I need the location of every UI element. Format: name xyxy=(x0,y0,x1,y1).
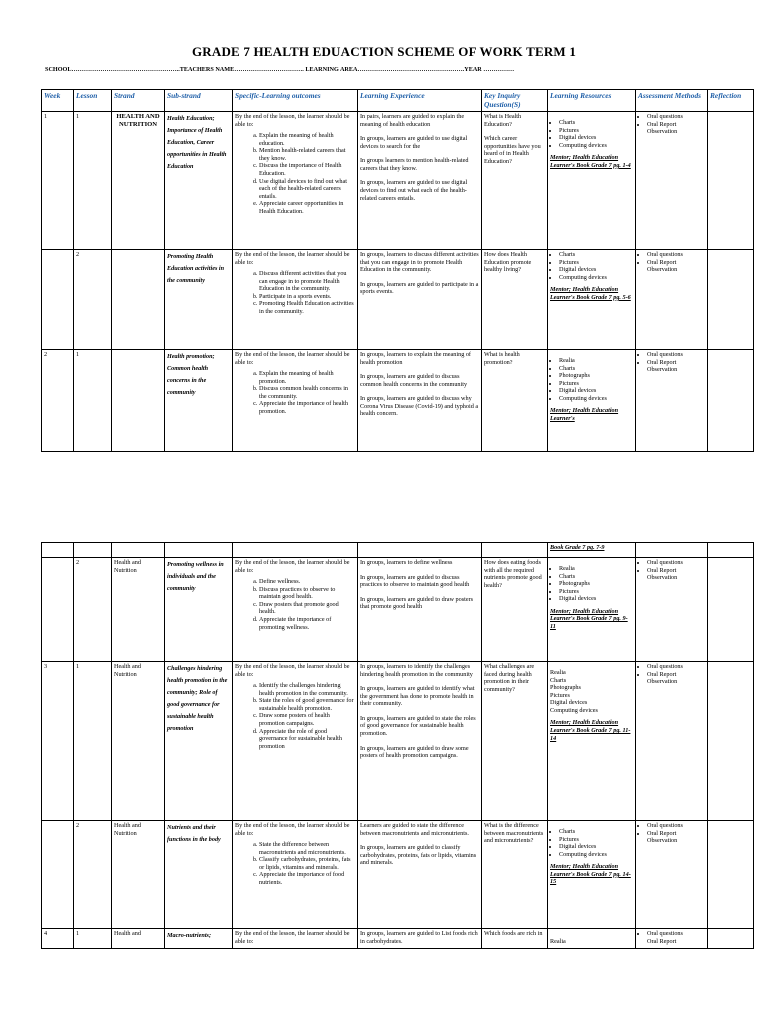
experience-item: In groups, learners are guided to classify carbohydrates, proteins, fats or lipids, vitamins and minerals. xyxy=(360,844,477,867)
outcome-item: b. Participate in a sports events. xyxy=(259,293,355,301)
experience-cell xyxy=(358,558,482,662)
strand-cell: HEALTH AND NUTRITION xyxy=(112,112,165,250)
outcome-intro: By the end of the lesson, the learner should be able to: xyxy=(235,663,350,678)
outcome-item: b. Mention health-related careers that they know. xyxy=(259,147,355,162)
col-inquiry: Key Inquiry Question(S) xyxy=(482,90,548,112)
inquiry-item: What is health promotion? xyxy=(484,351,520,366)
resources-cell xyxy=(548,350,636,452)
mentor-reference: Book Grade 7 pg. 7-9 xyxy=(550,544,605,551)
outcome-item: a. Explain the meaning of health promotion. xyxy=(259,370,355,385)
week-cell xyxy=(42,250,74,350)
resource-item: • Realia xyxy=(559,565,633,573)
outcomes-cell xyxy=(233,112,358,250)
experience-item: In groups, learners are guided to use digital devices to search for the xyxy=(360,135,468,150)
outcome-intro: By the end of the lesson, the learner should be able to: xyxy=(235,930,350,945)
assessment-item: • Oral Report xyxy=(647,567,705,575)
experience-item: In groups, learners are guided to discuss why Corona Virus Disease (Covid-19) and typhoid a health concern. xyxy=(360,395,479,418)
resource-item: • Pictures xyxy=(559,588,633,596)
assessment-item: Oral Report xyxy=(647,937,677,945)
lesson-cell: 1 xyxy=(74,662,112,821)
lesson-cell: 1 xyxy=(74,929,112,949)
experience-item: In groups, learners are guided to identify what the government has done to promote health in their community. xyxy=(360,685,475,708)
assessment-item: Observation xyxy=(647,574,678,582)
table-row xyxy=(42,112,754,250)
table-row xyxy=(42,558,754,662)
resource-item: • Pictures xyxy=(559,259,633,267)
assessment-cell xyxy=(636,112,708,250)
lesson-cell: 2 xyxy=(74,821,112,929)
resource-item: • Computing devices xyxy=(559,851,633,859)
resource-item: Pictures xyxy=(550,691,570,699)
experience-item: In groups, learners are guided to draw posters that promote good health xyxy=(360,595,474,611)
reflection-cell xyxy=(708,821,754,929)
strand-cell xyxy=(112,250,165,350)
resource-item: • Computing devices xyxy=(559,142,633,150)
experience-item: In groups, learners to identify the challenges hindering health promotion in the community xyxy=(360,663,473,678)
table-row xyxy=(42,350,754,452)
week-cell: 4 xyxy=(42,929,74,949)
experience-cell xyxy=(358,662,482,821)
inquiry-item: What is Health Education? xyxy=(484,113,522,128)
experience-item: In groups, learners are guided to state the roles of good governance for sustainable health promotion. xyxy=(360,714,476,737)
resource-item: • Digital devices xyxy=(559,266,633,274)
strand-cell: Health and Nutrition xyxy=(112,821,165,929)
inquiry-cell xyxy=(482,558,548,662)
inquiry-cell xyxy=(482,250,548,350)
resources-cell xyxy=(548,558,636,662)
resource-item: • Charts xyxy=(559,828,633,836)
substrand-cell: Nutrients and their functions in the body xyxy=(165,821,233,929)
col-lesson: Lesson xyxy=(74,90,112,112)
strand-cell: Health and Nutrition xyxy=(112,662,165,821)
assessment-item: • Oral Report xyxy=(647,671,705,679)
assessment-item: • Oral questions xyxy=(647,663,705,671)
resource-item: • Pictures xyxy=(559,836,633,844)
table-row xyxy=(42,821,754,929)
experience-item: In groups learners to mention health-related careers that they know. xyxy=(360,157,469,172)
inquiry-cell xyxy=(482,350,548,452)
col-resources: Learning Resources xyxy=(548,90,636,112)
mentor-reference: Mentor; Health Education Learner's xyxy=(550,407,619,422)
assessment-item: • Oral questions xyxy=(647,822,705,830)
outcome-item: b. Classify carbohydrates, proteins, fats or lipids, vitamins and minerals. xyxy=(259,856,355,871)
assessment-item: Observation xyxy=(647,678,678,686)
outcome-item: c. Draw posters that promote good health. xyxy=(259,601,355,616)
outcome-item: a. Discuss different activities that you can engage in to promote Health Education in the community. xyxy=(259,270,355,293)
resources-cell xyxy=(548,250,636,350)
lesson-cell: 2 xyxy=(74,250,112,350)
inquiry-cell xyxy=(482,662,548,821)
outcome-item: a. Explain the meaning of health education. xyxy=(259,132,355,147)
inquiry-cell xyxy=(482,929,548,949)
resource-item: • Charts xyxy=(559,251,633,259)
substrand-cell: Promoting wellness in individuals and the community xyxy=(165,558,233,662)
resource-item: • Realia xyxy=(559,357,633,365)
outcome-item: c. Discuss the importance of Health Education. xyxy=(259,162,355,177)
outcomes-cell xyxy=(233,821,358,929)
resources-cell xyxy=(548,821,636,929)
assessment-item: Observation xyxy=(647,366,678,374)
outcome-item: d. Appreciate the role of good governance for sustainable health promotion xyxy=(259,728,355,751)
outcome-item: a. Identify the challenges hindering health promotion in the community. xyxy=(259,682,355,697)
experience-item: In groups, learners are guided to use digital devices to find out what each of the health-related careers entails. xyxy=(360,179,468,202)
outcome-item: c. Promoting Health Education activities in the community. xyxy=(259,300,355,315)
col-outcomes: Specific-Learning outcomes xyxy=(233,90,358,112)
mentor-reference: Mentor; Health Education Learner's Book Grade 7 pg. 11-14 xyxy=(550,719,631,742)
table-row xyxy=(42,662,754,821)
col-week: Week xyxy=(42,90,74,112)
resource-item: • Computing devices xyxy=(559,395,633,403)
assessment-item: • Oral questions xyxy=(647,251,705,259)
outcome-item: c. Draw some posters of health promotion campaigns. xyxy=(259,712,355,727)
reflection-cell xyxy=(708,558,754,662)
resource-item: Digital devices xyxy=(550,699,588,707)
assessment-item: Observation xyxy=(647,128,678,136)
outcome-item: d. Use digital devices to find out what each of the health-related careers entails. xyxy=(259,178,355,201)
outcome-item: a. State the difference between macronutrients and micronutrients. xyxy=(259,841,355,856)
mentor-reference: Mentor; Health Education Learner's Book Grade 7 pg. 9-11 xyxy=(550,607,628,630)
resource-item: Photographs xyxy=(550,684,581,692)
col-experience: Learning Experience xyxy=(358,90,482,112)
inquiry-item: How does eating foods with all the required nutrients promote good health? xyxy=(484,559,542,589)
outcomes-cell xyxy=(233,929,358,949)
assessment-cell xyxy=(636,350,708,452)
resource-item: • Computing devices xyxy=(559,274,633,282)
lesson-cell: 1 xyxy=(74,112,112,250)
outcome-item: b. State the roles of good governance for sustainable health promotion. xyxy=(259,697,355,712)
header-row xyxy=(42,90,754,112)
inquiry-item: Which foods are rich in xyxy=(484,930,543,937)
assessment-item: • Oral Report xyxy=(647,121,705,129)
inquiry-item: What challenges are faced during health promotion in their community? xyxy=(484,663,535,693)
inquiry-item: What is the difference between macronutrients and micronutrients? xyxy=(484,822,544,845)
assessment-item: Observation xyxy=(647,837,678,845)
experience-item: In groups, learners to define wellness xyxy=(360,559,453,566)
mentor-reference: Mentor; Health Education Learner's Book Grade 7 pg. 5-6 xyxy=(550,286,631,301)
carry-over-row xyxy=(42,543,754,558)
resource-item: Computing devices xyxy=(550,706,598,714)
experience-item: In groups, learners are guided to draw some posters of health promotion campaigns. xyxy=(360,744,469,760)
week-cell: 1 xyxy=(42,112,74,250)
outcome-intro: By the end of the lesson, the learner should be able to: xyxy=(235,113,350,128)
outcome-intro: By the end of the lesson, the learner should be able to: xyxy=(235,251,350,266)
experience-item: In groups, learners to explain the meaning of health promotion xyxy=(360,351,471,366)
outcome-item: d. Appreciate the importance of promoting wellness. xyxy=(259,616,355,631)
scheme-table-1 xyxy=(41,89,754,452)
resource-item: • Pictures xyxy=(559,380,633,388)
page-title: GRADE 7 HEALTH EDUACTION SCHEME OF WORK TERM 1 xyxy=(191,44,577,59)
experience-cell xyxy=(358,821,482,929)
experience-cell xyxy=(358,112,482,250)
col-substrand: Sub-strand xyxy=(165,90,233,112)
scheme-table-2 xyxy=(41,542,754,949)
lesson-cell: 1 xyxy=(74,350,112,452)
table-row xyxy=(42,250,754,350)
assessment-item: • Oral Report xyxy=(647,830,705,838)
lesson-cell: 2 xyxy=(74,558,112,662)
outcome-item: c. Appreciate the importance of health promotion. xyxy=(259,400,355,415)
experience-item: In groups, learners are guided to discuss practices to observe to maintain good health xyxy=(360,573,470,589)
reflection-cell xyxy=(708,250,754,350)
resource-item: • Digital devices xyxy=(559,134,633,142)
table-row xyxy=(42,929,754,949)
assessment-cell xyxy=(636,929,708,949)
outcome-intro: By the end of the lesson, the learner should be able to: xyxy=(235,559,350,574)
col-reflection: Reflection xyxy=(708,90,754,112)
reflection-cell xyxy=(708,929,754,949)
outcome-item: e. Appreciate career opportunities in Health Education. xyxy=(259,200,355,215)
strand-cell xyxy=(112,350,165,452)
resource-item: • Photographs xyxy=(559,580,633,588)
assessment-item: • Oral questions xyxy=(647,351,705,359)
resource-item: • Charts xyxy=(559,119,633,127)
experience-item: In pairs, learners are guided to explain the meaning of health education xyxy=(360,113,465,128)
resources-cell xyxy=(548,112,636,250)
outcome-intro: By the end of the lesson, the learner should be able to: xyxy=(235,351,350,366)
experience-item: In groups, learners are guided to participate in a sports events. xyxy=(360,280,479,296)
experience-item: In groups, learners are guided to List foods rich in carbohydrates. xyxy=(360,930,478,945)
header-meta-line: SCHOOL……………………………………………..TEACHERS NAME……………………………. LEARNING AREA…………………………………………….YEAR …………… xyxy=(45,66,515,73)
reflection-cell xyxy=(708,350,754,452)
experience-cell xyxy=(358,250,482,350)
assessment-item: • Oral questions xyxy=(647,113,705,121)
substrand-cell: Macro-nutrients; xyxy=(165,929,233,949)
reflection-cell xyxy=(708,112,754,250)
week-cell xyxy=(42,558,74,662)
assessment-item: • Oral questions xyxy=(647,930,705,938)
assessment-item: Observation xyxy=(647,266,678,274)
mentor-reference: Mentor; Health Education Learner's Book Grade 7 pg. 1-4 xyxy=(550,154,631,169)
substrand-cell: Health promotion; Common health concerns in the community xyxy=(165,350,233,452)
resource-item: • Photographs xyxy=(559,372,633,380)
substrand-cell: Promoting Health Education activities in the community xyxy=(165,250,233,350)
resource-item: • Digital devices xyxy=(559,387,633,395)
col-strand: Strand xyxy=(112,90,165,112)
mentor-reference: Mentor; Health Education Learner's Book Grade 7 pg. 14-15 xyxy=(550,863,631,886)
assessment-cell xyxy=(636,250,708,350)
strand-cell: Health and Nutrition xyxy=(112,558,165,662)
week-cell: 3 xyxy=(42,662,74,821)
outcomes-cell xyxy=(233,558,358,662)
outcomes-cell xyxy=(233,350,358,452)
experience-item: Learners are guided to state the difference between macronutrients and micronutrients. xyxy=(360,822,469,837)
resource-item: Realia xyxy=(550,938,566,945)
resources-cell xyxy=(548,929,636,949)
resource-item: Charts xyxy=(550,676,567,684)
col-assessment: Assessment Methods xyxy=(636,90,708,112)
experience-cell xyxy=(358,929,482,949)
resources-cell xyxy=(548,662,636,821)
resource-item: • Charts xyxy=(559,573,633,581)
week-cell xyxy=(42,821,74,929)
experience-item: In groups, learners to discuss different activities that you can engage in to promote Health Education in the community. xyxy=(360,251,479,274)
outcomes-cell xyxy=(233,662,358,821)
assessment-item: • Oral questions xyxy=(647,559,705,567)
reflection-cell xyxy=(708,662,754,821)
assessment-cell xyxy=(636,558,708,662)
substrand-cell: Health Education; Importance of Health Education, Career opportunities in Health Education xyxy=(165,112,233,250)
outcome-intro: By the end of the lesson, the learner should be able to: xyxy=(235,822,350,837)
inquiry-cell xyxy=(482,112,548,250)
resource-item: • Digital devices xyxy=(559,843,633,851)
resource-item: Realia xyxy=(550,669,566,676)
substrand-cell: Challenges hindering health promotion in the community; Role of good governance for sustainable health promotion xyxy=(165,662,233,821)
outcome-item: c. Appreciate the importance of food nutrients. xyxy=(259,871,355,886)
assessment-item: • Oral Report xyxy=(647,359,705,367)
assessment-item: • Oral Report xyxy=(647,259,705,267)
strand-cell: Health and xyxy=(112,929,165,949)
inquiry-item: Which career opportunities have you heard of in Health Education? xyxy=(484,135,541,165)
assessment-cell xyxy=(636,821,708,929)
resource-item: • Charts xyxy=(559,365,633,373)
resource-item: • Pictures xyxy=(559,127,633,135)
experience-item: In groups, learners are guided to discuss common health concerns in the community xyxy=(360,373,468,388)
week-cell: 2 xyxy=(42,350,74,452)
outcome-item: b. Discuss common health concerns in the community. xyxy=(259,385,355,400)
inquiry-cell xyxy=(482,821,548,929)
outcome-item: b. Discuss practices to observe to maintain good health. xyxy=(259,586,355,601)
assessment-cell xyxy=(636,662,708,821)
outcome-item: a. Define wellness. xyxy=(259,578,355,586)
inquiry-item: How does Health Education promote healthy living? xyxy=(484,251,532,274)
outcomes-cell xyxy=(233,250,358,350)
experience-cell xyxy=(358,350,482,452)
resource-item: • Digital devices xyxy=(559,595,633,603)
